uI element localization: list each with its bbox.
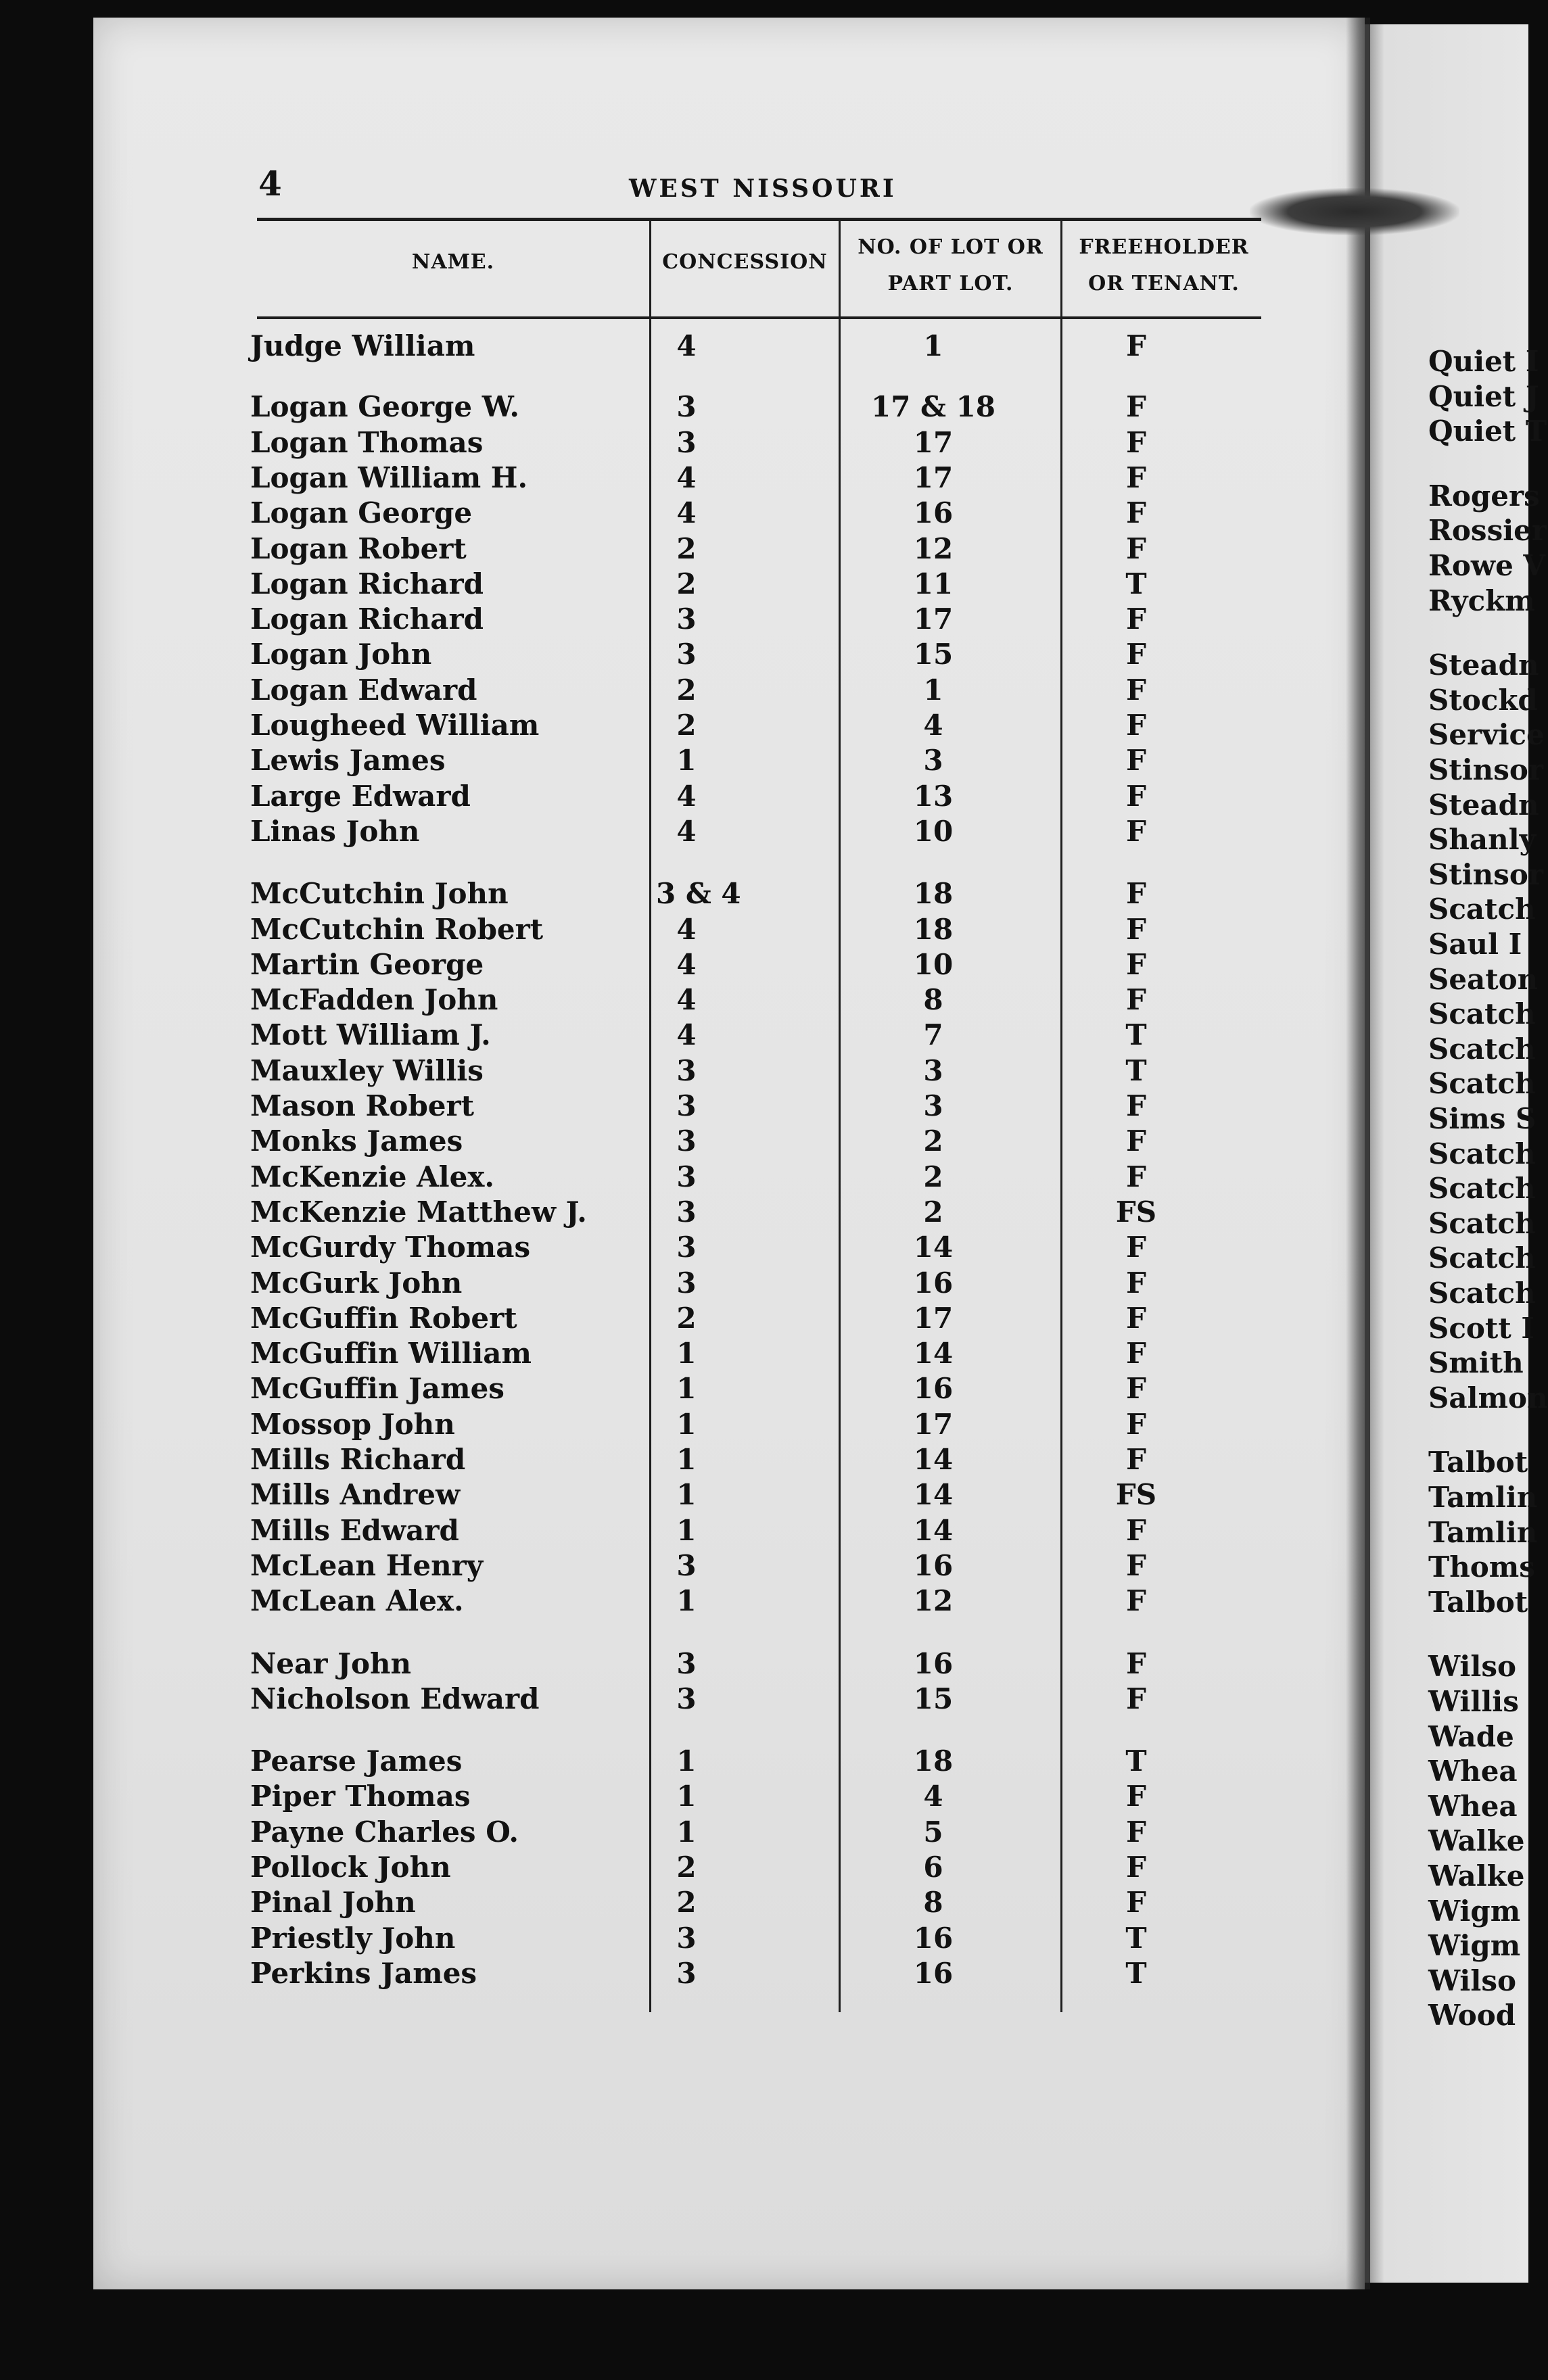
facing-page-name: Stockd [1428,683,1538,717]
entry-lot: 16 [913,496,954,530]
entry-concession: 3 [676,1548,697,1582]
entry-concession: 1 [676,1407,697,1441]
entry-status: F [1126,744,1146,778]
entry-lot: 1 [923,673,943,707]
facing-page-name: Tamlin [1428,1481,1538,1514]
entry-name: Pinal John [250,1886,416,1920]
facing-page-name: Scott I [1428,1311,1534,1345]
entry-name: Near John [250,1646,412,1680]
entry-name: Lewis James [250,744,446,778]
entry-status: F [1126,983,1146,1017]
entry-name: Perkins James [250,1956,477,1990]
entry-lot: 3 [923,744,943,778]
entry-lot: 16 [913,1266,954,1300]
facing-page-name: Willis [1428,1685,1519,1718]
entry-concession: 4 [676,496,697,530]
entry-status: F [1126,1124,1146,1158]
entry-status: FS [1115,1478,1157,1512]
facing-page-name: Whea [1428,1755,1518,1788]
entry-name: Mason Robert [250,1089,475,1122]
entry-name: Logan William H. [250,460,528,494]
entry-name: Logan Edward [250,673,477,707]
entry-concession: 3 [676,1231,697,1264]
entry-status: F [1126,1443,1146,1476]
facing-page-name: Wood [1428,1999,1516,2032]
entry-concession: 3 [676,1089,697,1122]
entry-concession: 2 [676,1886,697,1920]
entry-lot: 2 [923,1124,943,1158]
entry-status: F [1126,390,1146,424]
entry-name: Martin George [250,947,484,981]
entry-lot: 3 [923,1053,943,1087]
entry-status: F [1126,496,1146,530]
facing-page-name: Scatch [1428,1172,1536,1206]
entry-name: McGurdy Thomas [250,1231,531,1264]
entry-concession: 1 [676,744,697,778]
entry-name: Pearse James [250,1744,463,1778]
entry-lot: 16 [913,1956,954,1990]
entry-status: F [1126,912,1146,946]
entry-name: Logan John [250,638,432,671]
entry-concession: 3 [676,1682,697,1715]
entry-status: F [1126,1266,1146,1300]
ink-smudge [1250,188,1459,235]
entry-concession: 4 [676,460,697,494]
entry-concession: 1 [676,1372,697,1406]
facing-page-name: Scatch [1428,892,1536,926]
facing-page-name: Steadn [1428,788,1539,822]
entry-concession: 1 [676,1513,697,1547]
column-divider-2 [839,220,841,2012]
entry-name: Piper Thomas [250,1780,471,1813]
entry-name: Lougheed William [250,709,540,742]
entry-status: F [1126,531,1146,565]
entry-lot: 17 [913,460,954,494]
header-rule-top [257,218,1261,221]
entry-status: F [1126,638,1146,671]
entry-concession: 1 [676,1780,697,1813]
entry-concession: 3 [676,425,697,459]
column-header-name: NAME. [411,250,495,274]
entry-concession: 1 [676,1744,697,1778]
entry-lot: 16 [913,1646,954,1680]
entry-name: McGuffin Robert [250,1301,517,1335]
entry-status: F [1126,329,1146,362]
facing-page-name: Rogers [1428,479,1540,513]
entry-concession: 4 [676,779,697,813]
entry-status: F [1126,814,1146,848]
entry-name: Logan Richard [250,602,484,636]
facing-page-name: Scatch [1428,1032,1536,1066]
facing-page-name: Quiet I [1428,345,1539,378]
entry-lot: 10 [913,814,954,848]
facing-page-name: Thoms [1428,1550,1535,1584]
facing-page-name: Talbot [1428,1446,1528,1479]
entry-lot: 18 [913,877,954,911]
entry-status: F [1126,779,1146,813]
facing-page-name: Wigm [1428,1894,1521,1928]
column-header-freeholder-line1: FREEHOLDER [1079,235,1249,259]
facing-page-name: Shanly [1428,823,1536,857]
entry-status: F [1126,1780,1146,1813]
entry-status: F [1126,1548,1146,1582]
entry-concession: 2 [676,531,697,565]
entry-concession: 3 [676,638,697,671]
facing-page-name: Tamlin [1428,1515,1538,1549]
entry-lot: 17 [913,1301,954,1335]
entry-name: Logan Richard [250,567,484,600]
entry-lot: 6 [923,1851,943,1884]
entry-lot: 10 [913,947,954,981]
entry-name: McGuffin William [250,1337,532,1371]
entry-name: Mills Andrew [250,1478,461,1512]
entry-name: McKenzie Matthew J. [250,1195,587,1229]
entry-lot: 17 [913,1407,954,1441]
facing-page-name: Stinsor [1428,753,1544,786]
entry-name: Mills Edward [250,1513,459,1547]
facing-page-name: Scatch [1428,1067,1536,1101]
column-header-freeholder-line2: OR TENANT. [1088,272,1240,295]
entry-name: Large Edward [250,779,471,813]
entry-lot: 17 [913,602,954,636]
column-header-lot-line2: PART LOT. [887,272,1014,295]
entry-name: Payne Charles O. [250,1815,519,1849]
entry-lot: 7 [923,1018,943,1052]
entry-lot: 8 [923,983,943,1017]
entry-status: F [1126,1851,1146,1884]
facing-page-name: Rowe V [1428,549,1546,582]
entry-concession: 1 [676,1478,697,1512]
entry-name: McGuffin James [250,1372,505,1406]
entry-lot: 16 [913,1372,954,1406]
entry-concession: 3 [676,1646,697,1680]
entry-status: F [1126,877,1146,911]
facing-page-name: Whea [1428,1789,1518,1823]
entry-name: Monks James [250,1124,463,1158]
facing-page-name: Ryckm [1428,584,1535,617]
facing-page-name: Stinsor [1428,857,1544,891]
facing-page-name: Wade [1428,1719,1514,1753]
entry-concession: 4 [676,1018,697,1052]
entry-status: F [1126,1513,1146,1547]
entry-status: F [1126,1089,1146,1122]
entry-concession: 1 [676,1815,697,1849]
book-gutter [1346,18,1370,2289]
facing-page-name: Talbot [1428,1585,1528,1619]
entry-status: T [1125,1744,1147,1778]
entry-name: Nicholson Edward [250,1682,540,1715]
facing-page-name: Seaton [1428,962,1539,996]
entry-name: McGurk John [250,1266,463,1300]
facing-page-name: Rossier [1428,514,1547,548]
entry-name: Priestly John [250,1921,456,1955]
entry-lot: 3 [923,1089,943,1122]
entry-status: F [1126,1337,1146,1371]
entry-status: F [1126,1584,1146,1618]
column-header-concession: CONCESSION [662,250,828,274]
entry-concession: 3 [676,1124,697,1158]
entry-concession: 3 [676,1921,697,1955]
entry-lot: 14 [913,1513,954,1547]
header-rule-bottom [257,316,1261,319]
entry-name: Linas John [250,814,420,848]
entry-status: F [1126,1372,1146,1406]
facing-page-name: Scatch [1428,997,1536,1031]
entry-name: Mauxley Willis [250,1053,484,1087]
facing-page-name: Walke [1428,1859,1525,1893]
entry-lot: 17 [913,425,954,459]
facing-page-name: Quiet J [1428,379,1539,413]
entry-lot: 2 [923,1160,943,1193]
entry-status: T [1125,1018,1147,1052]
entry-status: F [1126,1886,1146,1920]
entry-lot: 5 [923,1815,943,1849]
entry-status: F [1126,602,1146,636]
entry-status: F [1126,1160,1146,1193]
entry-name: Logan Robert [250,531,467,565]
entry-lot: 18 [913,1744,954,1778]
entry-lot: 17 & 18 [870,390,996,424]
entry-status: F [1126,1231,1146,1264]
facing-page-name: Service [1428,718,1545,752]
entry-concession: 1 [676,1443,697,1476]
entry-status: FS [1115,1195,1157,1229]
facing-page-name: Scatch [1428,1241,1536,1275]
entry-concession: 3 [676,1266,697,1300]
entry-name: Logan Thomas [250,425,484,459]
entry-status: T [1125,1956,1147,1990]
facing-page-name: Scatch [1428,1277,1536,1310]
entry-concession: 2 [676,673,697,707]
entry-status: F [1126,1815,1146,1849]
entry-lot: 1 [923,329,943,362]
entry-lot: 15 [913,1682,954,1715]
entry-lot: 2 [923,1195,943,1229]
entry-concession: 4 [676,814,697,848]
entry-name: McFadden John [250,983,498,1017]
facing-page-name: Wilso [1428,1964,1516,1997]
entry-status: T [1125,567,1147,600]
page-number: 4 [258,164,282,204]
facing-page-name: Scatch [1428,1137,1536,1170]
entry-name: McLean Alex. [250,1584,464,1618]
entry-concession: 3 [676,1160,697,1193]
facing-page-name: Quiet T [1428,414,1547,448]
entry-name: Mott William J. [250,1018,491,1052]
facing-page-name: Salmon [1428,1381,1548,1414]
entry-name: McCutchin Robert [250,912,544,946]
entry-name: McLean Henry [250,1548,484,1582]
entry-name: Logan George W. [250,390,519,424]
entry-name: Logan George [250,496,473,530]
entry-concession: 3 & 4 [656,877,741,911]
entry-status: T [1125,1053,1147,1087]
entry-lot: 14 [913,1337,954,1371]
entry-concession: 2 [676,1301,697,1335]
facing-page-name: Steadn [1428,648,1539,682]
entry-concession: 4 [676,329,697,362]
entry-lot: 8 [923,1886,943,1920]
entry-concession: 4 [676,983,697,1017]
entry-status: F [1126,425,1146,459]
entry-lot: 14 [913,1231,954,1264]
entry-name: McCutchin John [250,877,509,911]
entry-lot: 4 [923,709,943,742]
entry-lot: 12 [913,531,954,565]
entry-name: Mossop John [250,1407,455,1441]
entry-status: F [1126,1646,1146,1680]
facing-page-name: Sims S [1428,1102,1537,1135]
entry-concession: 1 [676,1337,697,1371]
entry-status: F [1126,709,1146,742]
entry-status: F [1126,673,1146,707]
facing-page-name: Walke [1428,1824,1525,1858]
entry-concession: 3 [676,1195,697,1229]
entry-concession: 1 [676,1584,697,1618]
entry-lot: 16 [913,1548,954,1582]
entry-concession: 3 [676,602,697,636]
entry-concession: 3 [676,390,697,424]
entry-concession: 4 [676,912,697,946]
entry-lot: 11 [913,567,954,600]
entry-concession: 2 [676,1851,697,1884]
entry-status: T [1125,1921,1147,1955]
entry-status: F [1126,1301,1146,1335]
entry-lot: 14 [913,1478,954,1512]
entry-name: Mills Richard [250,1443,466,1476]
entry-status: F [1126,1407,1146,1441]
entry-lot: 14 [913,1443,954,1476]
facing-page-name: Scatch [1428,1206,1536,1240]
facing-page-name: Saul I [1428,928,1522,961]
facing-page-name: Wilso [1428,1650,1516,1684]
column-header-lot-line1: NO. OF LOT OR [858,235,1043,259]
entry-lot: 15 [913,638,954,671]
facing-page-name: Wigm [1428,1929,1521,1963]
entry-name: McKenzie Alex. [250,1160,494,1193]
entry-concession: 2 [676,709,697,742]
column-divider-1 [649,220,651,2012]
entry-name: Judge William [250,329,475,362]
entry-lot: 16 [913,1921,954,1955]
entry-lot: 4 [923,1780,943,1813]
entry-concession: 3 [676,1956,697,1990]
entry-status: F [1126,460,1146,494]
entry-lot: 13 [913,779,954,813]
entry-status: F [1126,1682,1146,1715]
entry-concession: 4 [676,947,697,981]
entry-lot: 18 [913,912,954,946]
running-title: WEST NISSOURI [629,174,897,203]
entry-name: Pollock John [250,1851,451,1884]
entry-status: F [1126,947,1146,981]
entry-lot: 12 [913,1584,954,1618]
entry-concession: 2 [676,567,697,600]
entry-concession: 3 [676,1053,697,1087]
facing-page-name: Smith [1428,1346,1524,1380]
